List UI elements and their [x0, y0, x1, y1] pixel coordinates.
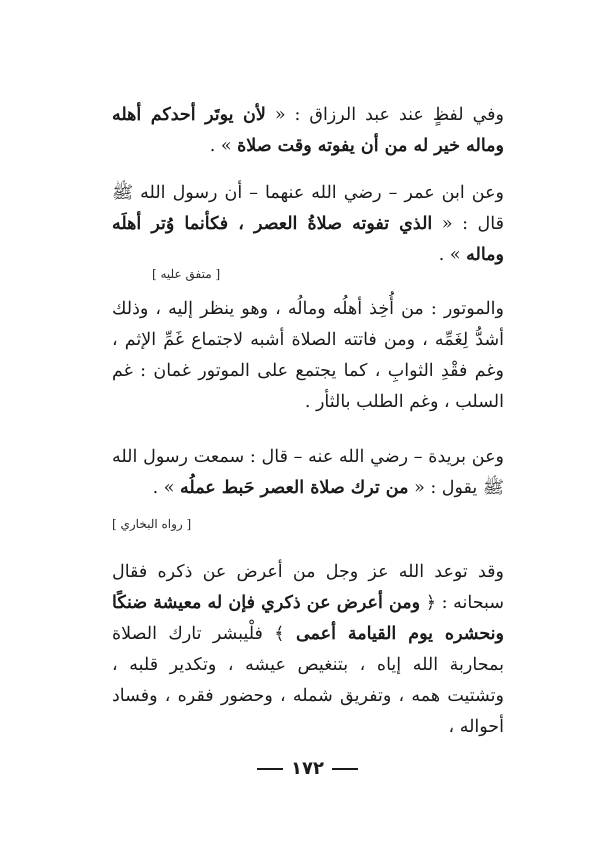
page-number-footer [0, 758, 615, 779]
paragraph-mawtur: والموتور : من أُخِذ أهلُه ومالُه ، وهو ينظر إليه ، وذلك أشدُّ لِغَمِّه ، ومن فاتته الصلاة أشبه لاجتماع غَمِّ الإثم ، وغم فقْدِ الثوابِ ، كما يجتمع على الموتور غمان : غم السلب ، وغم الطلب بالثأر . [112, 299, 504, 412]
page-number: ١٧٢ [291, 758, 324, 779]
paragraph-text: وعن بريدة – رضي الله عنه – قال : سمعت رسول الله ﷺ يقول : « [112, 447, 504, 498]
paragraph-text: وفي لفظٍ عند عبد الرزاق : « [265, 105, 504, 125]
paragraph-quran-warning [112, 557, 504, 743]
paragraph-ibn-umar [112, 178, 504, 271]
hadith-text: من ترك صلاة العصر حَبط عملُه [180, 478, 409, 498]
paragraph-text: » . [209, 136, 238, 156]
paragraph-text: » . [438, 245, 467, 265]
hadith-text: لأن يوتَر أحدكم أهله وماله خير له من أن يفوته وقت صلاة [112, 105, 504, 156]
paragraph-text: ﴾ فلْيبشر تارك الصلاة بمحاربة الله إياه ، بتنغيص عيشه ، وتكدير قلبه ، وتشتيت همه ، وتفريق شمله ، وحضور فقره ، وفساد أحواله ، [112, 624, 504, 737]
paragraph-text: » . [152, 478, 181, 498]
quran-verse: ومن أعرض عن ذكري فإن له معيشة ضنكًا ونحشره يوم القيامة أعمى [112, 593, 504, 644]
paragraph-buraydah [112, 442, 504, 504]
page-body [112, 92, 504, 752]
reference-muttafaq: [ متفق عليه ] [152, 267, 221, 281]
reference-bukhari: [ رواه البخاري ] [112, 517, 192, 531]
paragraph-text: وعن ابن عمر – رضي الله عنهما – أن رسول الله ﷺ قال : « [112, 183, 504, 234]
paragraph-abdulrazzaq [112, 100, 504, 162]
hadith-text: الذي تفوته صلاةُ العصر ، فكأنما وُتر أهلَه وماله [112, 214, 504, 265]
paragraph-text: وقد توعد الله عز وجل من أعرض عن ذكره فقال سبحانه : ﴿ [112, 562, 504, 613]
left-dash [332, 768, 358, 770]
right-dash [257, 768, 283, 770]
